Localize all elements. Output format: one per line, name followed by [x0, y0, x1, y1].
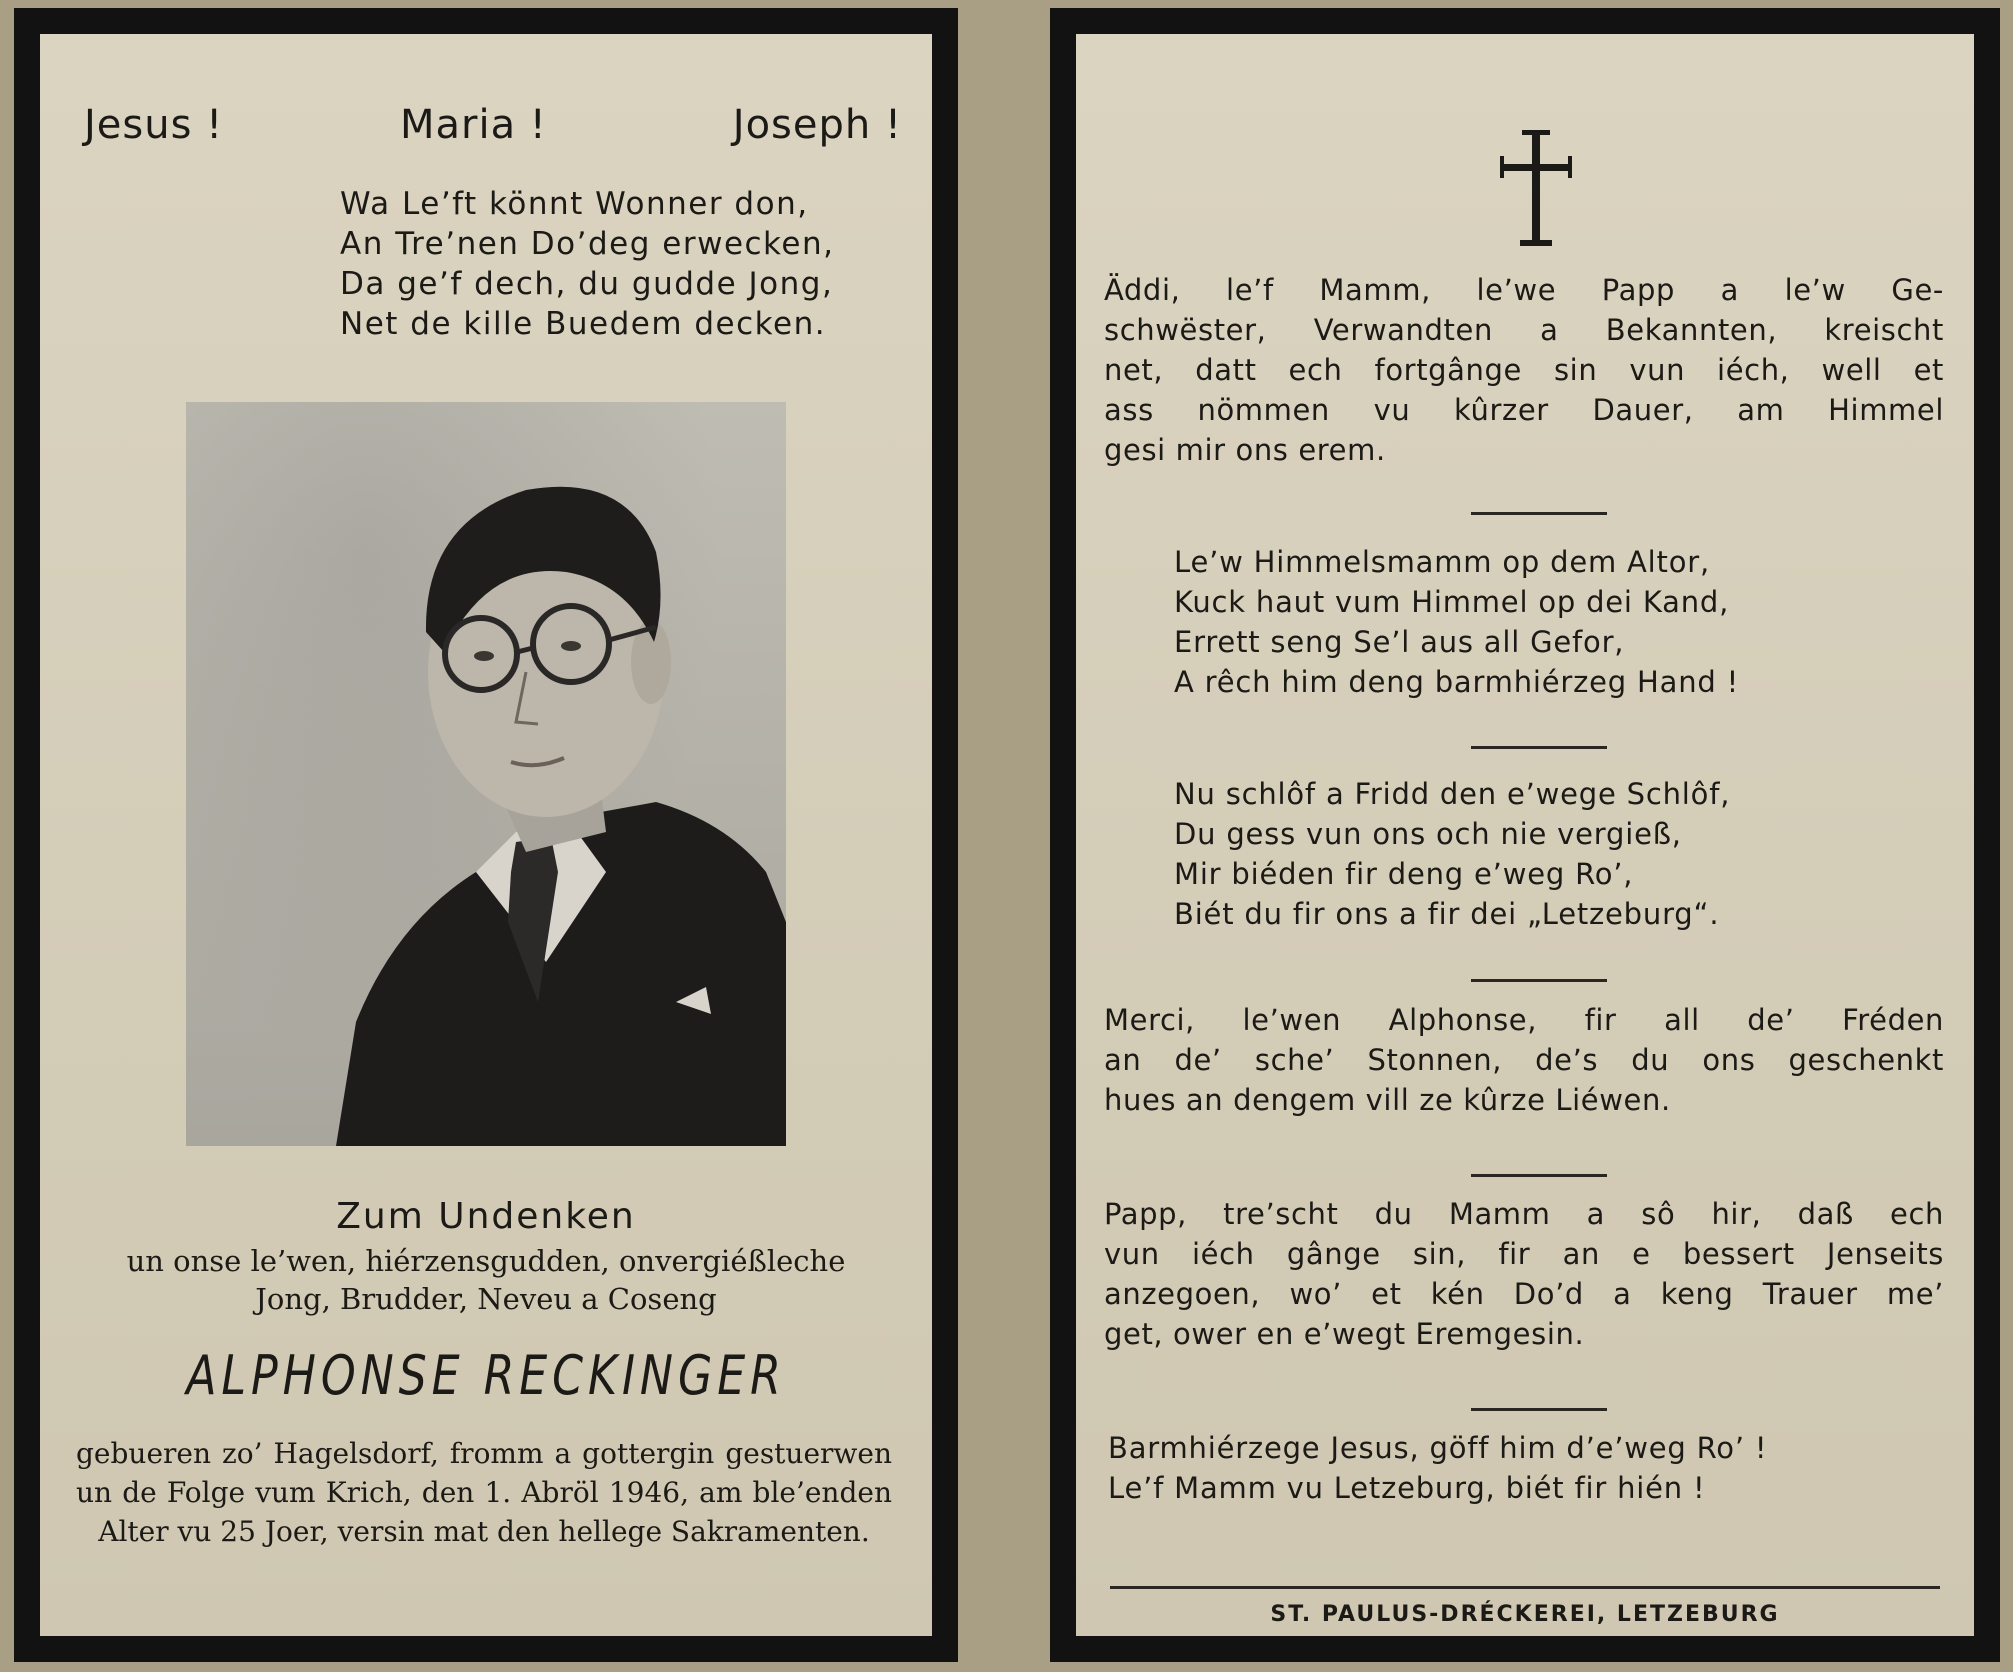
card-back-paper [1076, 34, 1974, 1636]
closing-prayer [1108, 1428, 1767, 1508]
prose-line: vun iéch gânge sin, fir an e bessert Jenseits [1104, 1237, 1944, 1271]
invocation-line [70, 102, 902, 162]
consolation-paragraph [1104, 1194, 1944, 1354]
closing-line: Le’f Mamm vu Letzeburg, biét fir hién ! [1108, 1471, 1706, 1505]
portrait-illustration [186, 402, 786, 1146]
portrait-photo [186, 402, 786, 1146]
divider-rule [1471, 512, 1607, 515]
prose-line: an de’ sche’ Stonnen, de’s du ons geschenkt [1104, 1043, 1944, 1077]
farewell-paragraph [1104, 270, 1944, 470]
cross-icon [1496, 130, 1576, 246]
closing-line: Barmhiérzege Jesus, göff him d’e’weg Ro’ ! [1108, 1431, 1768, 1465]
verse-line: Biét du fir ons a fir dei „Letzeburg“. [1174, 897, 1720, 931]
poem-line: Net de kille Buedem decken. [340, 306, 827, 342]
divider-rule [1471, 746, 1607, 749]
memorial-heading: Zum Undenken [336, 1196, 636, 1237]
memorial-card-front [14, 8, 958, 1662]
prose-line: Äddi, le’f Mamm, le’we Papp a le’w Ge- [1104, 273, 1944, 307]
prose-line: net, datt ech fortgânge sin vun iéch, well et [1104, 353, 1944, 387]
prose-line: hues an dengem vill ze kûrze Liéwen. [1104, 1083, 1671, 1117]
prose-line: gesi mir ons erem. [1104, 433, 1386, 467]
verse-line: Kuck haut vum Himmel op dei Kand, [1174, 585, 1730, 619]
invocation-joseph: Joseph ! [732, 102, 902, 148]
printer-divider [1110, 1586, 1940, 1589]
prayer-verse-2 [1174, 774, 1934, 934]
poem-line: Wa Le’ft könnt Wonner don, [340, 186, 809, 222]
description-line-1: un onse le’wen, hiérzensgudden, onvergiéßleche [126, 1244, 846, 1278]
divider-rule [1471, 1174, 1607, 1177]
verse-line: Errett seng Se’l aus all Gefor, [1174, 625, 1625, 659]
prose-line: Merci, le’wen Alphonse, fir all de’ Fréden [1104, 1003, 1944, 1037]
verse-line: Du gess vun ons och nie vergieß, [1174, 817, 1682, 851]
verse-line: Nu schlôf a Fridd den e’wege Schlôf, [1174, 777, 1731, 811]
description-line-2: Jong, Brudder, Neveu a Coseng [255, 1282, 717, 1316]
poem-line: Da ge’f dech, du gudde Jong, [340, 266, 834, 302]
poem-line: An Tre’nen Do’deg erwecken, [340, 226, 835, 262]
prose-line: schwëster, Verwandten a Bekannten, kreischt [1104, 313, 1944, 347]
prose-line: anzegoen, wo’ et kén Do’d a keng Trauer me’ [1104, 1277, 1944, 1311]
verse-line: Le’w Himmelsmamm op dem Altor, [1174, 545, 1710, 579]
prose-line: get, ower en e’wegt Eremgesin. [1104, 1317, 1585, 1351]
invocation-jesus: Jesus ! [84, 102, 224, 148]
printer-imprint: ST. PAULUS-DRÉCKEREI, LETZEBURG [1270, 1602, 1780, 1627]
prayer-verse-1 [1174, 542, 1934, 702]
card-front-paper [40, 34, 932, 1636]
divider-rule [1471, 1408, 1607, 1411]
divider-rule [1471, 979, 1607, 982]
memorial-card-back [1050, 8, 2000, 1662]
verse-line: A rêch him deng barmhiérzeg Hand ! [1174, 665, 1740, 699]
prose-line: Papp, tre’scht du Mamm a sô hir, daß ech [1104, 1197, 1944, 1231]
biography-text: gebueren zo’ Hagelsdorf, fromm a gottergin gestuerwen un de Folge vum Krich, den 1. Abröl 1946, am ble’enden Alter vu 25 Joer, versin mat den hellege Sakramenten. [76, 1437, 892, 1548]
verse-line: Mir biéden fir deng e’weg Ro’, [1174, 857, 1634, 891]
deceased-name: ALPHONSE RECKINGER [186, 1344, 786, 1407]
thanks-paragraph [1104, 1000, 1944, 1120]
invocation-maria: Maria ! [400, 102, 547, 148]
prose-line: ass nömmen vu kûrzer Dauer, am Himmel [1104, 393, 1944, 427]
opening-poem [340, 184, 940, 344]
